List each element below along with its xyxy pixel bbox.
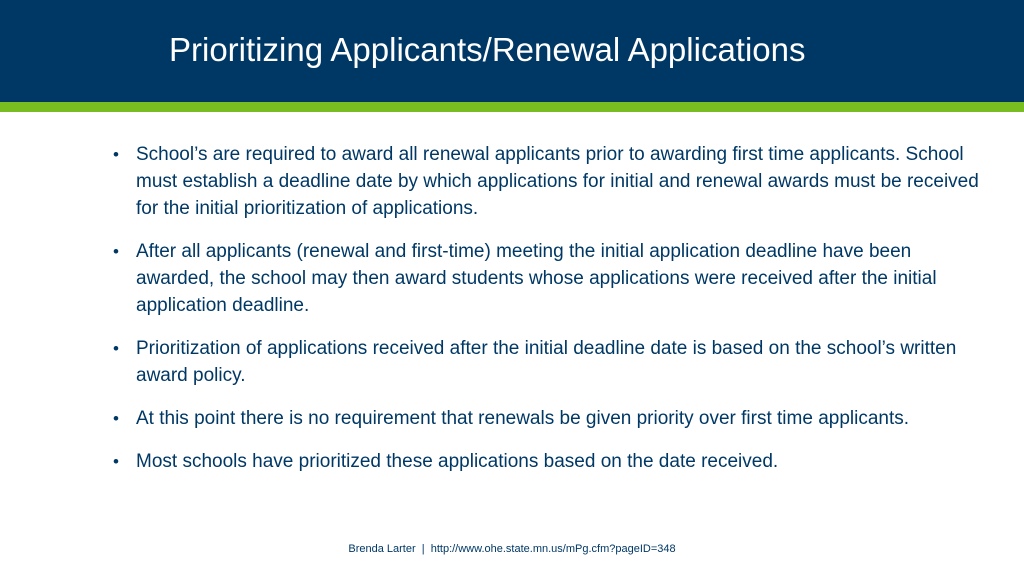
bullet-text: After all applicants (renewal and first-time) meeting the initial application deadline have been awarded, the school may then award students whose applications were received after the initial application deadline. (136, 241, 937, 316)
bullet-item (113, 141, 993, 222)
bullet-icon: • (113, 242, 119, 261)
accent-bar (0, 102, 1024, 112)
bullet-text: At this point there is no requirement that renewals be given priority over first time applicants. (136, 408, 910, 429)
bullet-icon: • (113, 409, 119, 428)
title-bar (0, 0, 1024, 102)
bullet-list (113, 141, 993, 491)
bullet-text: Prioritization of applications received after the initial deadline date is based on the school’s written award policy. (136, 338, 957, 386)
bullet-item (113, 335, 993, 389)
bullet-item (113, 448, 993, 475)
bullet-icon: • (113, 145, 119, 164)
bullet-text: Most schools have prioritized these applications based on the date received. (136, 451, 779, 472)
bullet-text: School’s are required to award all renewal applicants prior to awarding first time applicants. School must establish a deadline date by which applications for initial and renewal awards must be received for the initial prioritization of applications. (136, 144, 979, 219)
bullet-icon: • (113, 452, 119, 471)
footer-source: Brenda Larter | http://www.ohe.state.mn.us/mPg.cfm?pageID=348 (348, 543, 676, 555)
slide-title: Prioritizing Applicants/Renewal Applications (169, 31, 806, 68)
bullet-icon: • (113, 339, 119, 358)
bullet-item (113, 238, 993, 319)
bullet-item (113, 405, 993, 432)
